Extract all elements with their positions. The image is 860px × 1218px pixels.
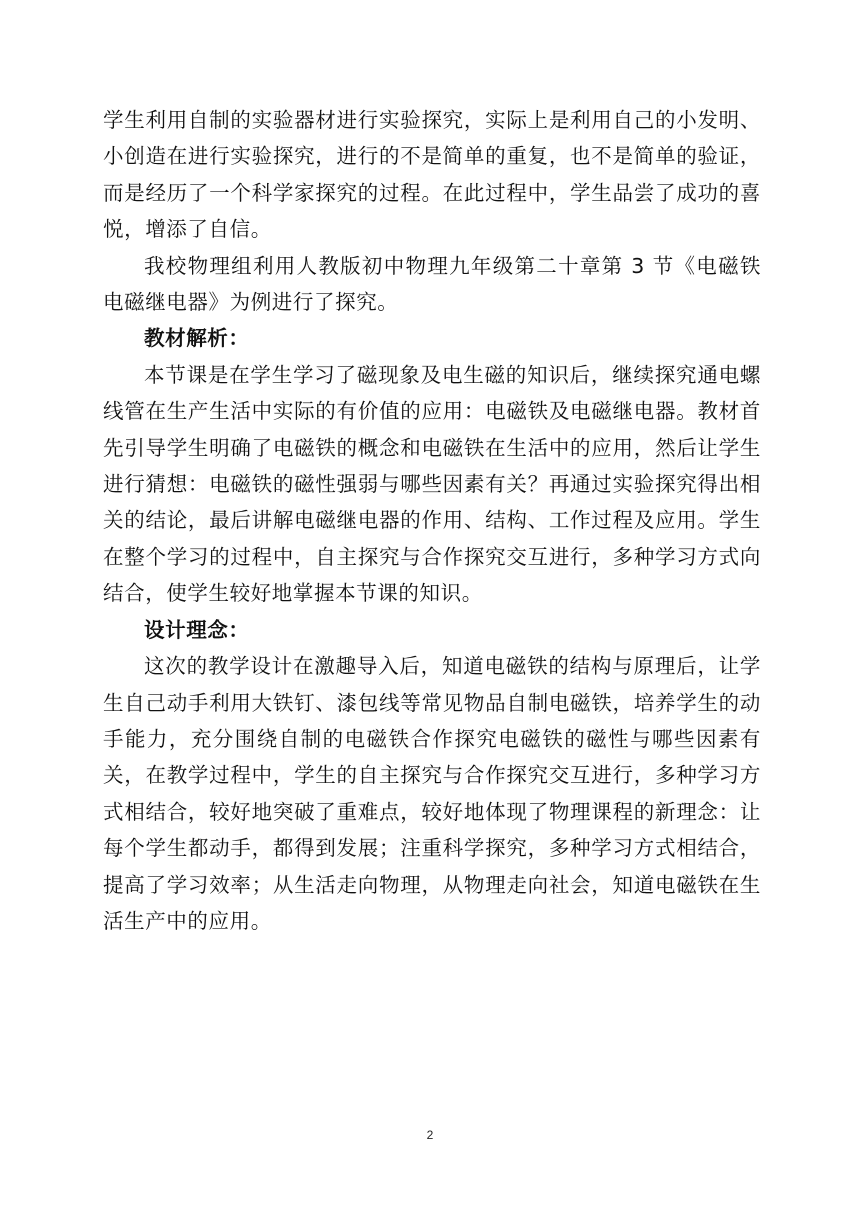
- section-heading-design-concept: 设计理念：: [144, 617, 250, 642]
- section-heading-textbook-analysis: 教材解析：: [144, 326, 250, 351]
- paragraph-intro-continued: 学生利用自制的实验器材进行实验探究，实际上是利用自己的小发明、小创造在进行实验探究，进行的不是简单的重复，也不是简单的验证，而是经历了一个科学家探究的过程。在此过程中，学生品尝了成功的喜悦，增添了自信。: [103, 108, 761, 242]
- document-body: [103, 102, 761, 939]
- paragraph-school-example: 我校物理组利用人教版初中物理九年级第二十章第 3 节《电磁铁 电磁继电器》为例进行了探究。: [103, 253, 761, 315]
- page-number: 2: [426, 1128, 434, 1142]
- paragraph-design-concept: 这次的教学设计在激趣导入后，知道电磁铁的结构与原理后，让学生自己动手利用大铁钉、漆包线等常见物品自制电磁铁，培养学生的动手能力，充分围绕自制的电磁铁合作探究电磁铁的磁性与哪些因素有关，在教学过程中，学生的自主探究与合作探究交互进行，多种学习方式相结合，较好地突破了重难点，较好地体现了物理课程的新理念：让每个学生都动手，都得到发展；注重科学探究，多种学习方式相结合，提高了学习效率；从生活走向物理，从物理走向社会，知道电磁铁在生活生产中的应用。: [103, 654, 761, 933]
- paragraph-textbook-analysis: 本节课是在学生学习了磁现象及电生磁的知识后，继续探究通电螺线管在生产生活中实际的有价值的应用：电磁铁及电磁继电器。教材首先引导学生明确了电磁铁的概念和电磁铁在生活中的应用，然后让学生进行猜想：电磁铁的磁性强弱与哪些因素有关？再通过实验探究得出相关的结论，最后讲解电磁继电器的作用、结构、工作过程及应用。学生在整个学习的过程中，自主探究与合作探究交互进行，多种学习方式向结合，使学生较好地掌握本节课的知识。: [103, 362, 761, 606]
